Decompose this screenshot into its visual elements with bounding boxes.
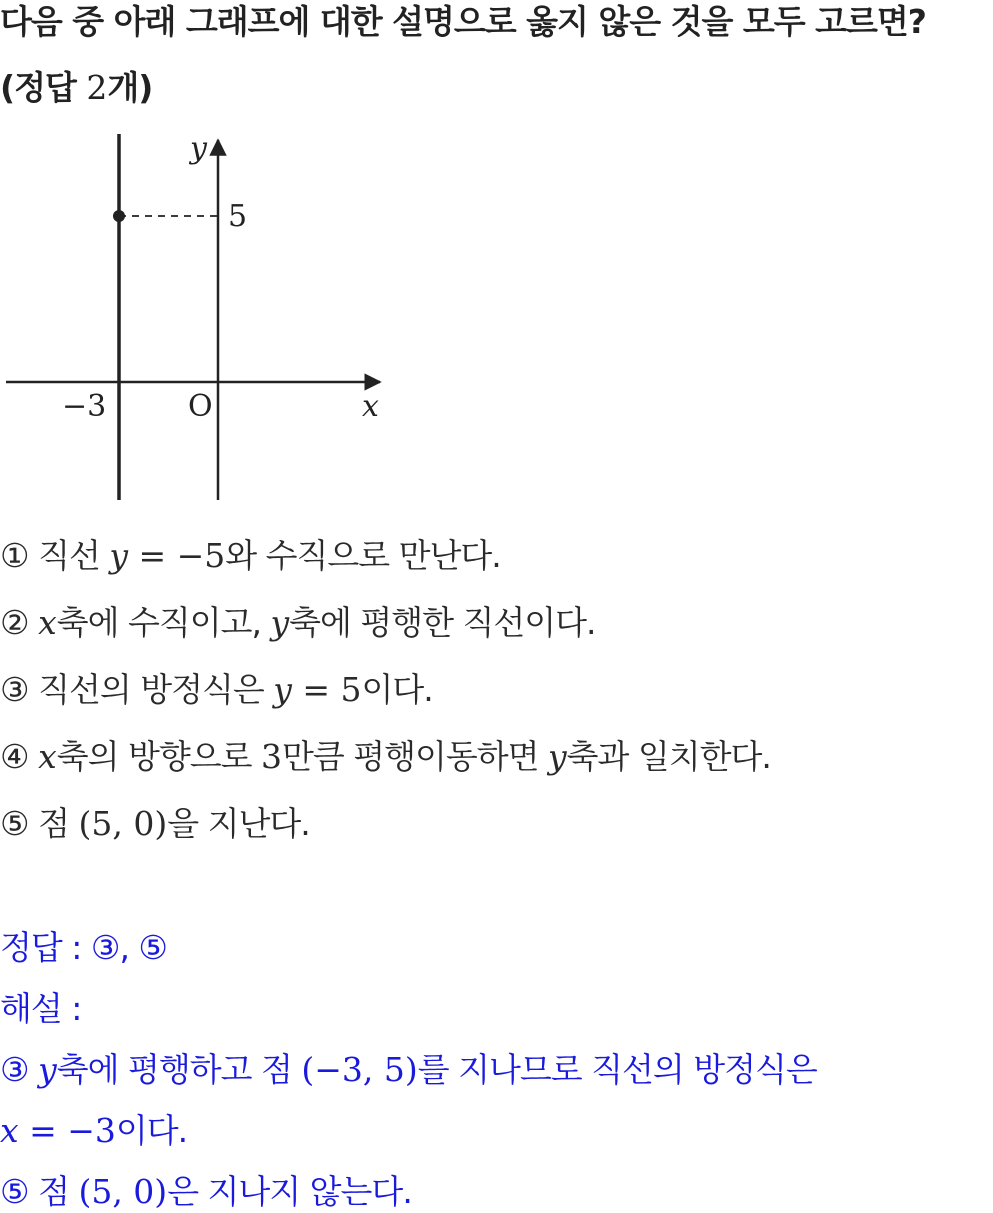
explanation-text: 를 지나므로 직선의 방정식은 [417, 1050, 817, 1089]
option-number: ⑤ [0, 804, 29, 843]
question-text [0, 2, 926, 42]
coordinate-graph [0, 118, 400, 508]
option-text: 이다. [361, 670, 433, 709]
explanation-text: 은 지나지 않는다. [167, 1172, 412, 1211]
option-text: 직선 [38, 536, 110, 575]
line-value-label: −3 [62, 389, 107, 424]
point-marker [113, 210, 125, 222]
option-math: y [273, 670, 292, 709]
option-3 [0, 670, 433, 710]
option-1 [0, 536, 501, 576]
option-number: ④ [0, 737, 29, 776]
explanation-math: = −3 [18, 1111, 116, 1150]
option-text: 축에 수직이고, [56, 603, 271, 642]
option-text: 와 수직으로 만난다. [225, 536, 501, 575]
option-math: y [547, 737, 567, 776]
option-text: 축에 평행한 직선이다. [289, 603, 596, 642]
x-axis-label: x [362, 389, 379, 424]
question-line1: 다음 중 아래 그래프에 대한 설명으로 옳지 않은 것을 모두 고르면? [0, 2, 926, 41]
option-text: 축과 일치한다. [566, 737, 771, 776]
option-text: 점 [38, 804, 79, 843]
explanation-math: (5, 0) [78, 1172, 168, 1211]
option-4 [0, 737, 771, 777]
explanation-text: 이다. [115, 1111, 188, 1150]
origin-label: O [188, 389, 213, 424]
answer-label: 정답 : ③, ⑤ [0, 928, 168, 967]
option-math: y [270, 603, 290, 642]
explanation-line-2 [0, 1111, 187, 1151]
option-text: 을 지난다. [167, 804, 310, 843]
option-math: y [109, 536, 128, 575]
explanation-line-1 [0, 1050, 817, 1090]
option-2 [0, 603, 596, 643]
option-text: 만큼 평행이동하면 [281, 737, 548, 776]
option-number: ② [0, 603, 29, 642]
option-number: ① [0, 536, 29, 575]
option-math: 3 [260, 737, 282, 776]
explanation-text: 축에 평행하고 점 [56, 1050, 302, 1089]
question-count [0, 68, 152, 108]
option-5 [0, 804, 310, 844]
explanation-text: ③ [0, 1050, 39, 1089]
explanation-math: x [0, 1111, 19, 1150]
option-math: (5, 0) [78, 804, 168, 843]
explanation-text: ⑤ 점 [0, 1172, 79, 1211]
question-count-number: 2 [86, 68, 108, 107]
explanation-math: (−3, 5) [301, 1050, 418, 1089]
y-axis-label: y [190, 131, 207, 166]
option-math: = 5 [291, 670, 362, 709]
point-value-label: 5 [228, 199, 248, 234]
explanation-label: 해설 : [0, 989, 82, 1028]
explanation-math: y [38, 1050, 57, 1089]
option-math: x [38, 737, 57, 776]
option-math: x [38, 603, 57, 642]
question-count-close: 개) [107, 68, 153, 107]
option-text: 직선의 방정식은 [38, 670, 274, 709]
option-math: = −5 [128, 536, 226, 575]
explanation-line-3 [0, 1172, 412, 1212]
option-text: 축의 방향으로 [56, 737, 261, 776]
question-count-open: (정답 [0, 68, 87, 107]
option-number: ③ [0, 670, 29, 709]
